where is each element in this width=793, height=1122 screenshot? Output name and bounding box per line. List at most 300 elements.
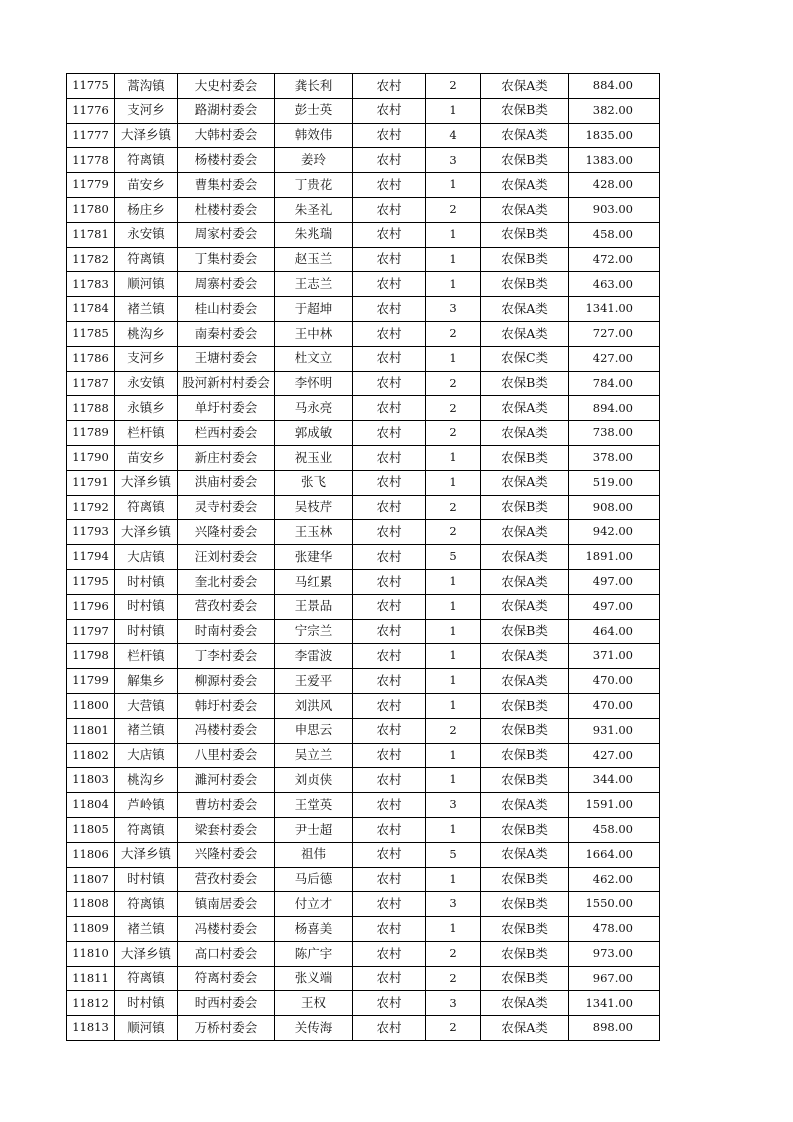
record-id-cell: 11800: [67, 693, 115, 718]
village-committee-cell: 路湖村委会: [178, 98, 275, 123]
member-count-cell: 1: [426, 346, 481, 371]
town-cell: 栏杆镇: [115, 421, 178, 446]
amount-cell: 1550.00: [569, 892, 660, 917]
name-cell: 马永亮: [275, 396, 353, 421]
table-row: [67, 495, 660, 520]
record-id-cell: 11786: [67, 346, 115, 371]
town-cell: 大店镇: [115, 545, 178, 570]
category-cell: 农保B类: [481, 941, 569, 966]
town-cell: 大泽乡镇: [115, 842, 178, 867]
member-count-cell: 3: [426, 148, 481, 173]
name-cell: 刘贞侠: [275, 768, 353, 793]
village-committee-cell: 韩圩村委会: [178, 693, 275, 718]
town-cell: 顺河镇: [115, 1016, 178, 1041]
amount-cell: 462.00: [569, 867, 660, 892]
table-body: [67, 74, 660, 1041]
table-row: [67, 197, 660, 222]
household-type-cell: 农村: [353, 173, 426, 198]
name-cell: 付立才: [275, 892, 353, 917]
member-count-cell: 2: [426, 1016, 481, 1041]
amount-cell: 382.00: [569, 98, 660, 123]
member-count-cell: 1: [426, 569, 481, 594]
member-count-cell: 1: [426, 173, 481, 198]
name-cell: 吴枝芹: [275, 495, 353, 520]
amount-cell: 973.00: [569, 941, 660, 966]
household-type-cell: 农村: [353, 545, 426, 570]
member-count-cell: 5: [426, 545, 481, 570]
table-row: [67, 892, 660, 917]
amount-cell: 371.00: [569, 644, 660, 669]
record-id-cell: 11790: [67, 445, 115, 470]
amount-cell: 519.00: [569, 470, 660, 495]
name-cell: 王志兰: [275, 272, 353, 297]
village-committee-cell: 新庄村委会: [178, 445, 275, 470]
table-row: [67, 421, 660, 446]
member-count-cell: 1: [426, 619, 481, 644]
amount-cell: 908.00: [569, 495, 660, 520]
member-count-cell: 1: [426, 917, 481, 942]
table-row: [67, 718, 660, 743]
village-committee-cell: 符离村委会: [178, 966, 275, 991]
amount-cell: 458.00: [569, 222, 660, 247]
village-committee-cell: 丁李村委会: [178, 644, 275, 669]
table-row: [67, 817, 660, 842]
household-type-cell: 农村: [353, 1016, 426, 1041]
record-id-cell: 11795: [67, 569, 115, 594]
household-type-cell: 农村: [353, 966, 426, 991]
amount-cell: 378.00: [569, 445, 660, 470]
record-id-cell: 11775: [67, 74, 115, 99]
category-cell: 农保A类: [481, 173, 569, 198]
household-type-cell: 农村: [353, 718, 426, 743]
amount-cell: 784.00: [569, 371, 660, 396]
amount-cell: 1383.00: [569, 148, 660, 173]
member-count-cell: 4: [426, 123, 481, 148]
name-cell: 祝玉业: [275, 445, 353, 470]
member-count-cell: 1: [426, 445, 481, 470]
village-committee-cell: 汪刘村委会: [178, 545, 275, 570]
table-row: [67, 991, 660, 1016]
table-row: [67, 74, 660, 99]
category-cell: 农保B类: [481, 98, 569, 123]
household-type-cell: 农村: [353, 842, 426, 867]
household-type-cell: 农村: [353, 693, 426, 718]
table-row: [67, 743, 660, 768]
village-committee-cell: 曹集村委会: [178, 173, 275, 198]
record-id-cell: 11778: [67, 148, 115, 173]
member-count-cell: 2: [426, 718, 481, 743]
record-id-cell: 11809: [67, 917, 115, 942]
table-row: [67, 321, 660, 346]
village-committee-cell: 灵寺村委会: [178, 495, 275, 520]
name-cell: 王权: [275, 991, 353, 1016]
town-cell: 永安镇: [115, 371, 178, 396]
name-cell: 王中林: [275, 321, 353, 346]
table-row: [67, 272, 660, 297]
category-cell: 农保B类: [481, 743, 569, 768]
category-cell: 农保B类: [481, 371, 569, 396]
name-cell: 杨喜美: [275, 917, 353, 942]
record-id-cell: 11807: [67, 867, 115, 892]
name-cell: 丁贵花: [275, 173, 353, 198]
category-cell: 农保B类: [481, 966, 569, 991]
amount-cell: 497.00: [569, 569, 660, 594]
town-cell: 符离镇: [115, 817, 178, 842]
town-cell: 永镇乡: [115, 396, 178, 421]
record-id-cell: 11792: [67, 495, 115, 520]
town-cell: 时村镇: [115, 991, 178, 1016]
town-cell: 苗安乡: [115, 173, 178, 198]
category-cell: 农保A类: [481, 321, 569, 346]
amount-cell: 1835.00: [569, 123, 660, 148]
household-type-cell: 农村: [353, 123, 426, 148]
table-row: [67, 569, 660, 594]
member-count-cell: 2: [426, 197, 481, 222]
record-id-cell: 11776: [67, 98, 115, 123]
name-cell: 张义端: [275, 966, 353, 991]
amount-cell: 898.00: [569, 1016, 660, 1041]
category-cell: 农保A类: [481, 669, 569, 694]
household-type-cell: 农村: [353, 520, 426, 545]
category-cell: 农保B类: [481, 817, 569, 842]
member-count-cell: 2: [426, 520, 481, 545]
town-cell: 时村镇: [115, 594, 178, 619]
table-row: [67, 545, 660, 570]
amount-cell: 427.00: [569, 346, 660, 371]
town-cell: 大泽乡镇: [115, 520, 178, 545]
name-cell: 彭士英: [275, 98, 353, 123]
household-type-cell: 农村: [353, 892, 426, 917]
town-cell: 桃沟乡: [115, 321, 178, 346]
village-committee-cell: 桂山村委会: [178, 297, 275, 322]
name-cell: 杜文立: [275, 346, 353, 371]
table-row: [67, 520, 660, 545]
town-cell: 褚兰镇: [115, 297, 178, 322]
table-row: [67, 1016, 660, 1041]
member-count-cell: 1: [426, 98, 481, 123]
amount-cell: 472.00: [569, 247, 660, 272]
household-type-cell: 农村: [353, 396, 426, 421]
village-committee-cell: 杨楼村委会: [178, 148, 275, 173]
town-cell: 永安镇: [115, 222, 178, 247]
record-id-cell: 11791: [67, 470, 115, 495]
household-type-cell: 农村: [353, 991, 426, 1016]
name-cell: 王爱平: [275, 669, 353, 694]
household-type-cell: 农村: [353, 941, 426, 966]
member-count-cell: 3: [426, 892, 481, 917]
record-id-cell: 11798: [67, 644, 115, 669]
record-id-cell: 11808: [67, 892, 115, 917]
member-count-cell: 2: [426, 396, 481, 421]
village-committee-cell: 奎北村委会: [178, 569, 275, 594]
record-id-cell: 11789: [67, 421, 115, 446]
record-id-cell: 11797: [67, 619, 115, 644]
name-cell: 赵玉兰: [275, 247, 353, 272]
town-cell: 符离镇: [115, 966, 178, 991]
household-type-cell: 农村: [353, 148, 426, 173]
member-count-cell: 1: [426, 743, 481, 768]
village-committee-cell: 八里村委会: [178, 743, 275, 768]
name-cell: 马红累: [275, 569, 353, 594]
category-cell: 农保B类: [481, 892, 569, 917]
record-id-cell: 11804: [67, 793, 115, 818]
member-count-cell: 2: [426, 941, 481, 966]
record-id-cell: 11784: [67, 297, 115, 322]
name-cell: 吴立兰: [275, 743, 353, 768]
category-cell: 农保B类: [481, 272, 569, 297]
name-cell: 宁宗兰: [275, 619, 353, 644]
table-row: [67, 297, 660, 322]
name-cell: 朱兆瑞: [275, 222, 353, 247]
record-id-cell: 11793: [67, 520, 115, 545]
name-cell: 王景品: [275, 594, 353, 619]
amount-cell: 738.00: [569, 421, 660, 446]
amount-cell: 497.00: [569, 594, 660, 619]
village-committee-cell: 时南村委会: [178, 619, 275, 644]
category-cell: 农保B类: [481, 718, 569, 743]
category-cell: 农保A类: [481, 297, 569, 322]
household-type-cell: 农村: [353, 74, 426, 99]
town-cell: 芦岭镇: [115, 793, 178, 818]
amount-cell: 727.00: [569, 321, 660, 346]
village-committee-cell: 王塘村委会: [178, 346, 275, 371]
name-cell: 朱圣礼: [275, 197, 353, 222]
village-committee-cell: 濉河村委会: [178, 768, 275, 793]
category-cell: 农保A类: [481, 644, 569, 669]
village-committee-cell: 大史村委会: [178, 74, 275, 99]
table-row: [67, 644, 660, 669]
town-cell: 杨庄乡: [115, 197, 178, 222]
record-id-cell: 11813: [67, 1016, 115, 1041]
town-cell: 时村镇: [115, 867, 178, 892]
name-cell: 张建华: [275, 545, 353, 570]
record-id-cell: 11802: [67, 743, 115, 768]
category-cell: 农保A类: [481, 197, 569, 222]
name-cell: 龚长利: [275, 74, 353, 99]
household-type-cell: 农村: [353, 445, 426, 470]
amount-cell: 931.00: [569, 718, 660, 743]
table-row: [67, 594, 660, 619]
member-count-cell: 2: [426, 421, 481, 446]
record-id-cell: 11779: [67, 173, 115, 198]
record-id-cell: 11799: [67, 669, 115, 694]
member-count-cell: 1: [426, 768, 481, 793]
table-row: [67, 842, 660, 867]
household-type-cell: 农村: [353, 619, 426, 644]
name-cell: 韩效伟: [275, 123, 353, 148]
town-cell: 时村镇: [115, 619, 178, 644]
member-count-cell: 1: [426, 594, 481, 619]
amount-cell: 1341.00: [569, 297, 660, 322]
table-row: [67, 222, 660, 247]
table-row: [67, 123, 660, 148]
household-type-cell: 农村: [353, 743, 426, 768]
table-row: [67, 173, 660, 198]
record-id-cell: 11783: [67, 272, 115, 297]
name-cell: 刘洪风: [275, 693, 353, 718]
household-type-cell: 农村: [353, 197, 426, 222]
category-cell: 农保A类: [481, 793, 569, 818]
village-committee-cell: 股河新村村委会: [178, 371, 275, 396]
household-type-cell: 农村: [353, 917, 426, 942]
table-row: [67, 768, 660, 793]
name-cell: 王堂英: [275, 793, 353, 818]
town-cell: 符离镇: [115, 495, 178, 520]
village-committee-cell: 周家村委会: [178, 222, 275, 247]
record-id-cell: 11801: [67, 718, 115, 743]
town-cell: 支河乡: [115, 98, 178, 123]
record-id-cell: 11782: [67, 247, 115, 272]
name-cell: 尹士超: [275, 817, 353, 842]
record-id-cell: 11780: [67, 197, 115, 222]
name-cell: 陈广宇: [275, 941, 353, 966]
village-committee-cell: 周寨村委会: [178, 272, 275, 297]
household-type-cell: 农村: [353, 569, 426, 594]
household-type-cell: 农村: [353, 421, 426, 446]
member-count-cell: 3: [426, 297, 481, 322]
name-cell: 马后德: [275, 867, 353, 892]
member-count-cell: 5: [426, 842, 481, 867]
name-cell: 于超坤: [275, 297, 353, 322]
village-committee-cell: 冯楼村委会: [178, 718, 275, 743]
amount-cell: 903.00: [569, 197, 660, 222]
name-cell: 王玉林: [275, 520, 353, 545]
category-cell: 农保A类: [481, 991, 569, 1016]
table-row: [67, 470, 660, 495]
town-cell: 蒿沟镇: [115, 74, 178, 99]
village-committee-cell: 兴隆村委会: [178, 842, 275, 867]
category-cell: 农保A类: [481, 569, 569, 594]
household-type-cell: 农村: [353, 321, 426, 346]
village-committee-cell: 营孜村委会: [178, 594, 275, 619]
member-count-cell: 1: [426, 693, 481, 718]
table-row: [67, 793, 660, 818]
record-id-cell: 11781: [67, 222, 115, 247]
category-cell: 农保B类: [481, 693, 569, 718]
member-count-cell: 3: [426, 793, 481, 818]
category-cell: 农保A类: [481, 1016, 569, 1041]
member-count-cell: 1: [426, 669, 481, 694]
amount-cell: 894.00: [569, 396, 660, 421]
table-row: [67, 966, 660, 991]
village-committee-cell: 单圩村委会: [178, 396, 275, 421]
amount-cell: 463.00: [569, 272, 660, 297]
member-count-cell: 1: [426, 867, 481, 892]
member-count-cell: 1: [426, 817, 481, 842]
household-type-cell: 农村: [353, 669, 426, 694]
town-cell: 解集乡: [115, 669, 178, 694]
village-committee-cell: 曹坊村委会: [178, 793, 275, 818]
name-cell: 关传海: [275, 1016, 353, 1041]
village-committee-cell: 南秦村委会: [178, 321, 275, 346]
town-cell: 大店镇: [115, 743, 178, 768]
household-type-cell: 农村: [353, 867, 426, 892]
amount-cell: 470.00: [569, 669, 660, 694]
village-committee-cell: 高口村委会: [178, 941, 275, 966]
household-type-cell: 农村: [353, 470, 426, 495]
village-committee-cell: 万桥村委会: [178, 1016, 275, 1041]
record-id-cell: 11787: [67, 371, 115, 396]
town-cell: 时村镇: [115, 569, 178, 594]
category-cell: 农保B类: [481, 222, 569, 247]
name-cell: 祖伟: [275, 842, 353, 867]
town-cell: 支河乡: [115, 346, 178, 371]
member-count-cell: 1: [426, 222, 481, 247]
category-cell: 农保A类: [481, 421, 569, 446]
table-row: [67, 941, 660, 966]
amount-cell: 344.00: [569, 768, 660, 793]
member-count-cell: 2: [426, 371, 481, 396]
amount-cell: 942.00: [569, 520, 660, 545]
village-committee-cell: 大韩村委会: [178, 123, 275, 148]
member-count-cell: 1: [426, 470, 481, 495]
household-type-cell: 农村: [353, 371, 426, 396]
table-row: [67, 669, 660, 694]
record-id-cell: 11777: [67, 123, 115, 148]
amount-cell: 884.00: [569, 74, 660, 99]
town-cell: 大泽乡镇: [115, 941, 178, 966]
household-type-cell: 农村: [353, 644, 426, 669]
record-id-cell: 11788: [67, 396, 115, 421]
amount-cell: 1591.00: [569, 793, 660, 818]
village-committee-cell: 镇南居委会: [178, 892, 275, 917]
village-committee-cell: 洪庙村委会: [178, 470, 275, 495]
category-cell: 农保A类: [481, 594, 569, 619]
category-cell: 农保B类: [481, 247, 569, 272]
town-cell: 大泽乡镇: [115, 470, 178, 495]
town-cell: 符离镇: [115, 892, 178, 917]
name-cell: 李怀明: [275, 371, 353, 396]
town-cell: 褚兰镇: [115, 917, 178, 942]
table-row: [67, 346, 660, 371]
name-cell: 郭成敏: [275, 421, 353, 446]
table-row: [67, 693, 660, 718]
village-committee-cell: 兴隆村委会: [178, 520, 275, 545]
name-cell: 张飞: [275, 470, 353, 495]
member-count-cell: 1: [426, 272, 481, 297]
record-id-cell: 11785: [67, 321, 115, 346]
town-cell: 苗安乡: [115, 445, 178, 470]
household-type-cell: 农村: [353, 495, 426, 520]
category-cell: 农保A类: [481, 470, 569, 495]
amount-cell: 478.00: [569, 917, 660, 942]
household-type-cell: 农村: [353, 222, 426, 247]
amount-cell: 1341.00: [569, 991, 660, 1016]
household-type-cell: 农村: [353, 297, 426, 322]
household-type-cell: 农村: [353, 793, 426, 818]
record-id-cell: 11805: [67, 817, 115, 842]
amount-cell: 967.00: [569, 966, 660, 991]
village-committee-cell: 冯楼村委会: [178, 917, 275, 942]
table-row: [67, 98, 660, 123]
amount-cell: 458.00: [569, 817, 660, 842]
record-id-cell: 11794: [67, 545, 115, 570]
table-row: [67, 445, 660, 470]
town-cell: 顺河镇: [115, 272, 178, 297]
village-committee-cell: 梁套村委会: [178, 817, 275, 842]
category-cell: 农保B类: [481, 768, 569, 793]
category-cell: 农保B类: [481, 867, 569, 892]
category-cell: 农保A类: [481, 396, 569, 421]
category-cell: 农保A类: [481, 520, 569, 545]
record-id-cell: 11803: [67, 768, 115, 793]
category-cell: 农保B类: [481, 495, 569, 520]
household-type-cell: 农村: [353, 817, 426, 842]
table-row: [67, 396, 660, 421]
category-cell: 农保B类: [481, 917, 569, 942]
household-type-cell: 农村: [353, 594, 426, 619]
name-cell: 姜玲: [275, 148, 353, 173]
